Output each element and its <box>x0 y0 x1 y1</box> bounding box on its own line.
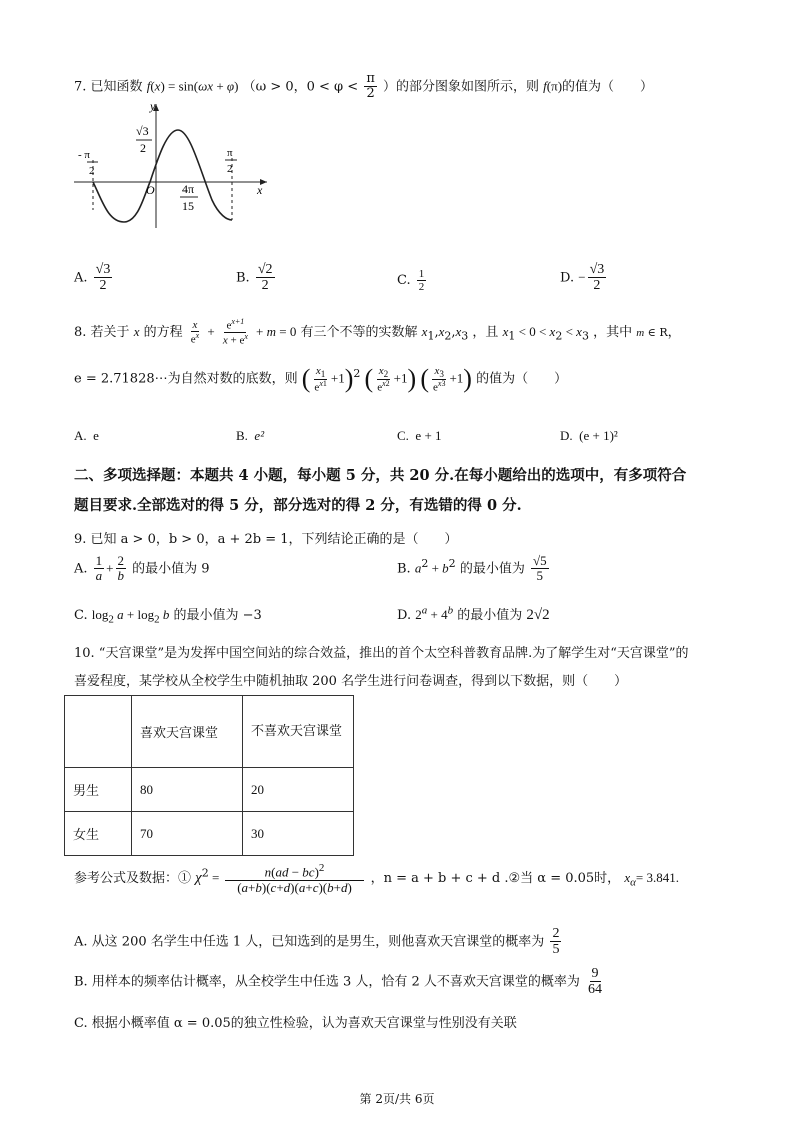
table-row: 喜欢天宫课堂 不喜欢天宫课堂 <box>65 696 354 768</box>
q9-stem: 9. 已知 a > 0，b > 0，a + 2b = 1，下列结论正确的是（ ） <box>74 532 458 547</box>
svg-text:- π: - π <box>78 149 90 161</box>
q8-line1: 8. 若关于 x 的方程 $\frac{x}{e^x}$ + $\frac{e^{x+1}}{x + e^x}$ + m = 0 有三个不等的实数解 $x_1,x_2,x_3$ ，且 $x_1 < 0 < x_2 < x_3$ ，其中 m ∈ R， <box>74 317 681 347</box>
graph-peak-label <box>136 124 152 155</box>
q8-option-c[interactable]: C. e + 1 <box>397 428 442 443</box>
svg-text:π: π <box>227 147 233 159</box>
q10-option-b[interactable]: B. 用样本的频率估计概率，从全校学生中任选 3 人，恰有 2 人不喜欢天宫课堂的概率为 $\frac{9}{64}$ <box>74 966 603 998</box>
q7-option-b[interactable]: B. $\frac{√2}{2}$ <box>236 262 273 294</box>
page-footer: 第 2页/共 6页 <box>359 1092 435 1106</box>
section2-heading-line2: 题目要求.全部选对的得 5 分，部分选对的得 2 分，有选错的得 0 分. <box>74 497 522 514</box>
q8-line2: e = 2.71828⋯为自然对数的底数，则 ( $\frac{x_1}{e^{x1}}$ +1)$^2$ ( $\frac{x_2}{e^{x2}}$ +1) ( $\frac{x_3}{e^{x3}}$ +1) 的值为（ ） <box>74 364 568 394</box>
svg-text:15: 15 <box>182 199 194 213</box>
table-row: 女生 70 30 <box>65 812 354 856</box>
q10-table <box>64 695 354 856</box>
svg-text:2: 2 <box>89 165 95 177</box>
q9-option-b[interactable]: B. $a^2 + b^2$ 的最小值为 $\frac{√5}{5}$ <box>397 553 547 584</box>
q10-line2: 喜爱程度，某学校从全校学生中随机抽取 200 名学生进行问卷调查，得到以下数据，则（ ） <box>74 674 628 689</box>
q10-option-a[interactable]: A. 从这 200 名学生中任选 1 人，已知选到的是男生，则他喜欢天宫课堂的概率为 $\frac{2}{5}$ <box>74 926 560 958</box>
graph-left-tick <box>78 149 98 177</box>
svg-text:2: 2 <box>227 163 233 175</box>
section2-heading-line1: 二、多项选择题：本题共 4 小题，每小题 5 分，共 20 分.在每小题给出的选项中，有多项符合 <box>74 467 687 484</box>
q9-option-a[interactable]: A. $\frac{1}{a}$ + $\frac{2}{b}$ 的最小值为 9 <box>74 553 210 584</box>
q8-option-a[interactable]: A. e <box>74 428 99 443</box>
table-row: 男生 80 20 <box>65 768 354 812</box>
q10-option-c[interactable]: C. 根据小概率值 α = 0.05的独立性检验，认为喜欢天宫课堂与性别没有关联 <box>74 1016 517 1031</box>
q7-option-d[interactable]: D. − $\frac{√3}{2}$ <box>560 262 605 294</box>
q7-function-graph <box>72 100 272 230</box>
svg-text:2: 2 <box>140 141 146 155</box>
q7-option-a[interactable]: A. $\frac{√3}{2}$ <box>74 262 111 294</box>
graph-x-label: x <box>257 183 263 197</box>
graph-y-label: y <box>150 100 156 113</box>
q10-reference-formula: 参考公式及数据：① $\chi^2$ = $\frac{n(ad - bc)^2}{(a+b)(c+d)(a+c)(b+d)}$ ，n = a + b + c + d .②当 α = 0.05时， $x_\alpha= 3.841$. <box>74 862 679 895</box>
graph-right-tick <box>225 147 237 175</box>
graph-origin: O <box>146 183 155 197</box>
graph-zero-label <box>180 182 198 213</box>
q8-option-d[interactable]: D. (e + 1)² <box>560 428 618 443</box>
q10-line1: 10. “天宫课堂”是为发挥中国空间站的综合效益，推出的首个太空科普教育品牌.为了解学生对“天宫课堂”的 <box>74 646 689 661</box>
q7-option-c[interactable]: C. $\frac{1}{2}$ <box>397 268 425 294</box>
svg-text:√3: √3 <box>136 124 149 138</box>
q8-option-b[interactable]: B. e² <box>236 428 265 443</box>
q9-option-d[interactable]: D. $2^a + 4^b$ 的最小值为 2√2 <box>397 604 550 623</box>
q7-stem: 7. 已知函数 f(x) = sin(ωx + φ) （ω > 0，0 < φ < $\frac{\pi}{2}$ ）的部分图象如图所示，则 f(π)的值为（ ） <box>74 71 654 102</box>
q9-option-c[interactable]: C. $\log_2 a + \log_2 b$ 的最小值为 −3 <box>74 607 262 626</box>
svg-text:4π: 4π <box>182 182 195 196</box>
